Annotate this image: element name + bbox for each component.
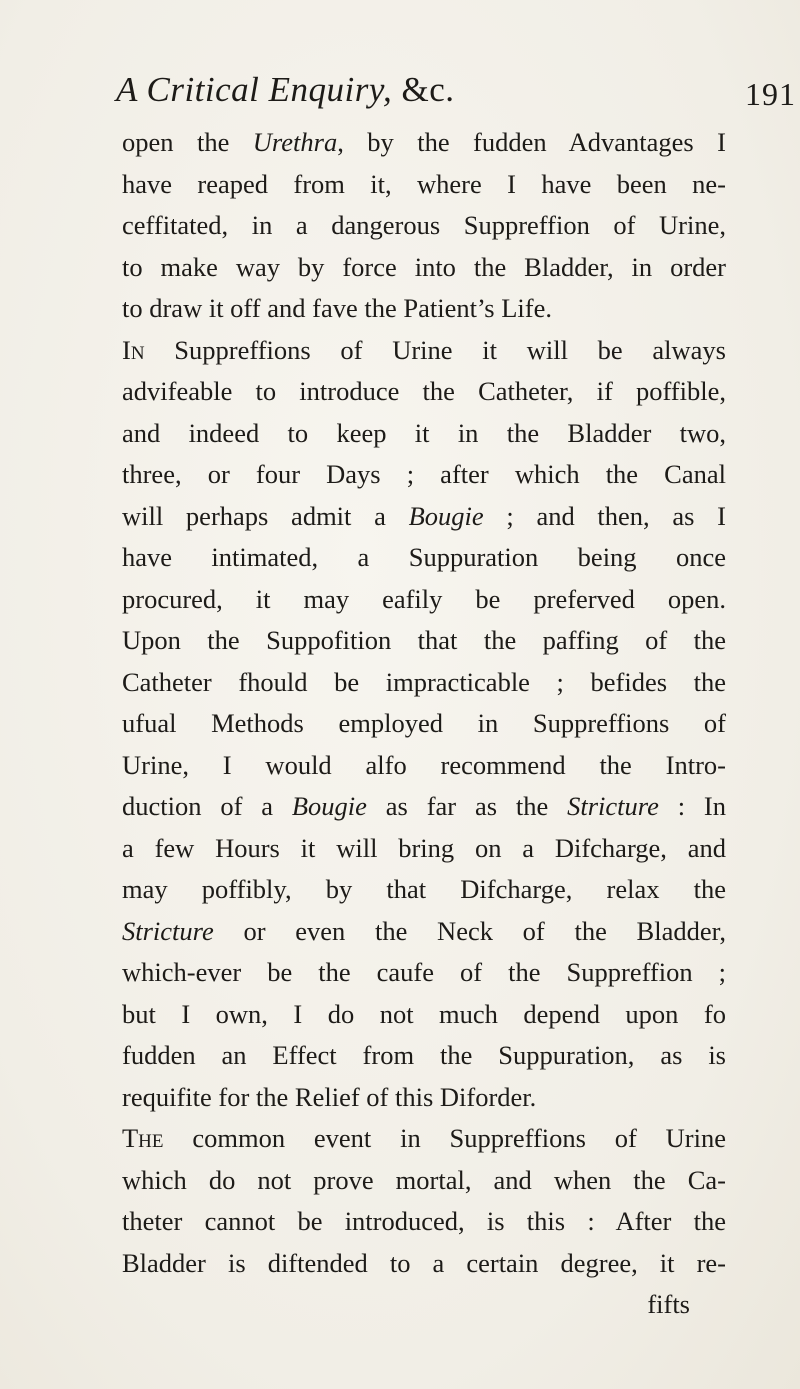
text-line: which-ever be the caufe of the Suppreffion ;	[122, 957, 726, 987]
text-line: theter cannot be introduced, is this : After the	[122, 1206, 726, 1236]
text-line: The common event in Suppreffions of Urine	[122, 1123, 726, 1153]
text-line: open the Urethra, by the fudden Advantages I	[122, 127, 726, 157]
text-line: Bladder is diftended to a certain degree, it re-	[122, 1247, 726, 1278]
catchword: fifts	[647, 1289, 690, 1319]
text-line: have intimated, a Suppuration being once	[122, 542, 726, 572]
page-number: 191	[745, 76, 796, 112]
running-head	[116, 70, 796, 126]
text-line: which do not prove mortal, and when the Ca-	[122, 1164, 726, 1195]
text-line: Stricture or even the Neck of the Bladder,	[122, 915, 726, 946]
text-line: to draw it off and fave the Patient’s Life.	[122, 293, 553, 323]
text-line: may poffibly, by that Difcharge, relax the	[122, 874, 726, 904]
text-line: will perhaps admit a Bougie ; and then, as I	[122, 500, 727, 531]
text-line: and indeed to keep it in the Bladder two,	[122, 417, 726, 448]
text-line: but I own, I do not much depend upon fo	[122, 998, 726, 1029]
text-line: In Suppreffions of Urine it will be always	[122, 334, 726, 365]
text-line: advifeable to introduce the Catheter, if poffible,	[122, 376, 726, 406]
text-line: a few Hours it will bring on a Difcharge, and	[122, 832, 726, 863]
text-line: have reaped from it, where I have been ne-	[122, 168, 726, 199]
text-line: to make way by force into the Bladder, in order	[122, 251, 726, 282]
running-title: A Critical Enquiry, &c.	[116, 70, 455, 109]
body-text	[122, 122, 726, 1326]
text-line: requifite for the Relief of this Diforder.	[122, 1081, 537, 1112]
text-line: Upon the Suppofition that the paffing of the	[122, 625, 726, 655]
text-line: three, or four Days ; after which the Canal	[122, 459, 726, 489]
text-line: ufual Methods employed in Suppreffions of	[122, 708, 726, 738]
text-line: Urine, I would alfo recommend the Intro-	[122, 749, 726, 780]
text-line: procured, it may eafily be preferved open.	[122, 583, 726, 614]
text-line: ceffitated, in a dangerous Suppreffion of Urine,	[122, 210, 726, 240]
text-line: duction of a Bougie as far as the Stricture : In	[122, 791, 727, 821]
text-line: fudden an Effect from the Suppuration, as is	[122, 1040, 726, 1070]
text-line: Catheter fhould be impracticable ; befides the	[122, 666, 726, 697]
